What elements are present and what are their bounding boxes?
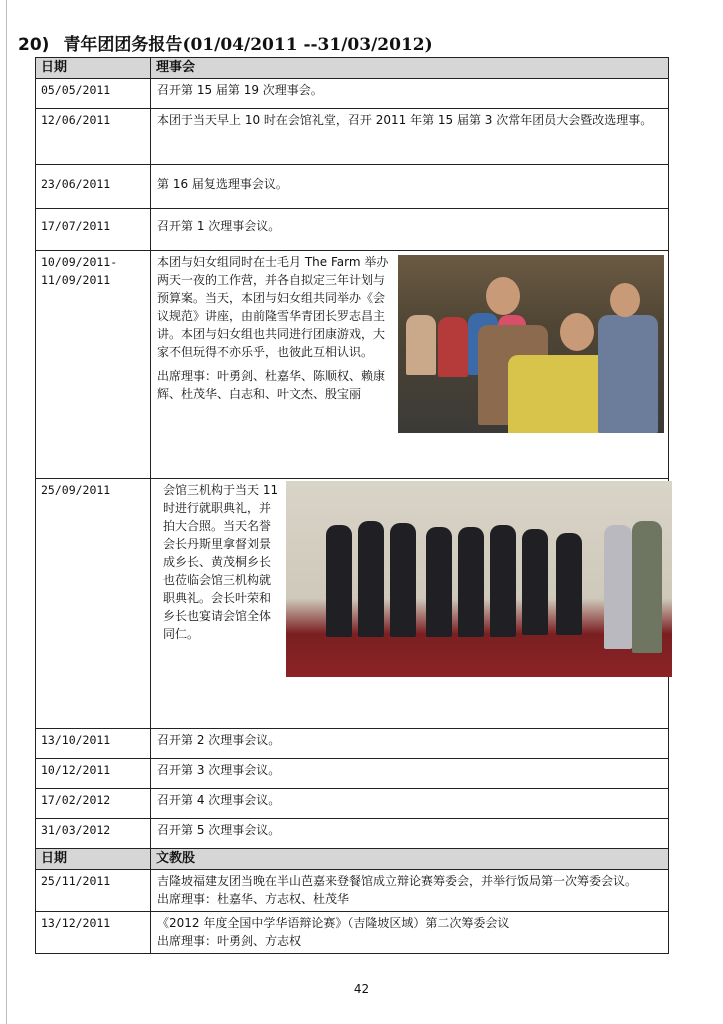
row-text: 召开第 1 次理事会议。 [151,209,669,251]
section-title: 青年团团务报告 [63,35,183,55]
row-date: 05/05/2011 [36,79,151,109]
row-date: 17/07/2011 [36,209,151,251]
row-attendees: 出席理事：杜嘉华、方志权、杜茂华 [157,892,350,906]
table-row [36,165,669,209]
row-content [151,912,669,954]
table-header-row [36,58,669,79]
row-content [151,870,669,912]
table-row [36,912,669,954]
table-row [36,870,669,912]
row-text: 第 16 届复选理事会议。 [151,165,669,209]
row-date: 25/11/2011 [36,870,151,912]
table-row-workcamp [36,251,669,479]
row-date: 23/06/2011 [36,165,151,209]
report-period: (01/04/2011 --31/03/2012) [182,35,433,55]
col-header-date: 日期 [36,849,151,870]
table-row [36,109,669,165]
oath-text: 会馆三机构于当天 11 时进行就职典礼，并拍大合照。当天名誉会长丹斯里拿督刘景成乡长、黄茂桐乡长也莅临会馆三机构就职典礼。会长叶荣和乡长也宴请会馆全体同仁。 [163,483,279,641]
row-date: 12/06/2011 [36,109,151,165]
table-row [36,209,669,251]
row-text: 召开第 2 次理事会议。 [151,729,669,759]
report-table [35,57,669,954]
col-header-education: 文教股 [151,849,669,870]
row-text: 吉隆坡福建友团当晚在半山芭嘉来登餐馆成立辩论赛筹委会，并举行饭局第一次筹委会议。 [157,874,638,888]
workcamp-cell [151,251,669,479]
row-date: 13/10/2011 [36,729,151,759]
row-text: 召开第 15 届第 19 次理事会。 [151,79,669,109]
oath-cell [151,479,669,729]
date-start: 10/09/2011- [41,255,118,269]
page-number: 42 [353,982,370,996]
section-number: 20) [18,35,50,55]
table-row-oath [36,479,669,729]
row-text: 召开第 5 次理事会议。 [151,819,669,849]
row-date: 25/09/2011 [36,479,151,729]
workcamp-photo [398,255,664,433]
table-row [36,729,669,759]
table-row [36,79,669,109]
table-header-row [36,849,669,870]
row-text: 《2012 年度全国中学华语辩论赛》（吉隆坡区域）第二次筹委会议 [157,916,510,930]
row-date [36,251,151,479]
row-attendees: 出席理事：叶勇剑、方志权 [157,934,302,948]
table-row [36,819,669,849]
row-text: 召开第 4 次理事会议。 [151,789,669,819]
table-row [36,789,669,819]
col-header-date: 日期 [36,58,151,79]
table-row [36,759,669,789]
date-end: 11/09/2011 [41,273,111,287]
row-date: 13/12/2011 [36,912,151,954]
workcamp-text: 本团与妇女组同时在士毛月 The Farm 举办两天一夜的工作营，并各自拟定三年计划与预算案。当天，本团与妇女组共同举办《会议规范》讲座，由前隆雪华青团长罗志昌主讲。本团与妇女组也共同进行团康游戏，大家不但玩得不亦乐乎，也彼此互相认识。 [157,255,389,359]
page-edge-rule [6,0,7,1024]
section-heading [18,30,433,56]
workcamp-attendees: 出席理事：叶勇剑、杜嘉华、陈顺权、赖康辉、杜茂华、白志和、叶文杰、殷宝丽 [157,369,386,401]
oath-group-photo [286,481,672,677]
row-date: 10/12/2011 [36,759,151,789]
row-date: 17/02/2012 [36,789,151,819]
row-text: 本团于当天早上 10 时在会馆礼堂，召开 2011 年第 15 届第 3 次常年团员大会暨改选理事。 [151,109,669,165]
row-text: 召开第 3 次理事会议。 [151,759,669,789]
row-date: 31/03/2012 [36,819,151,849]
col-header-council: 理事会 [151,58,669,79]
